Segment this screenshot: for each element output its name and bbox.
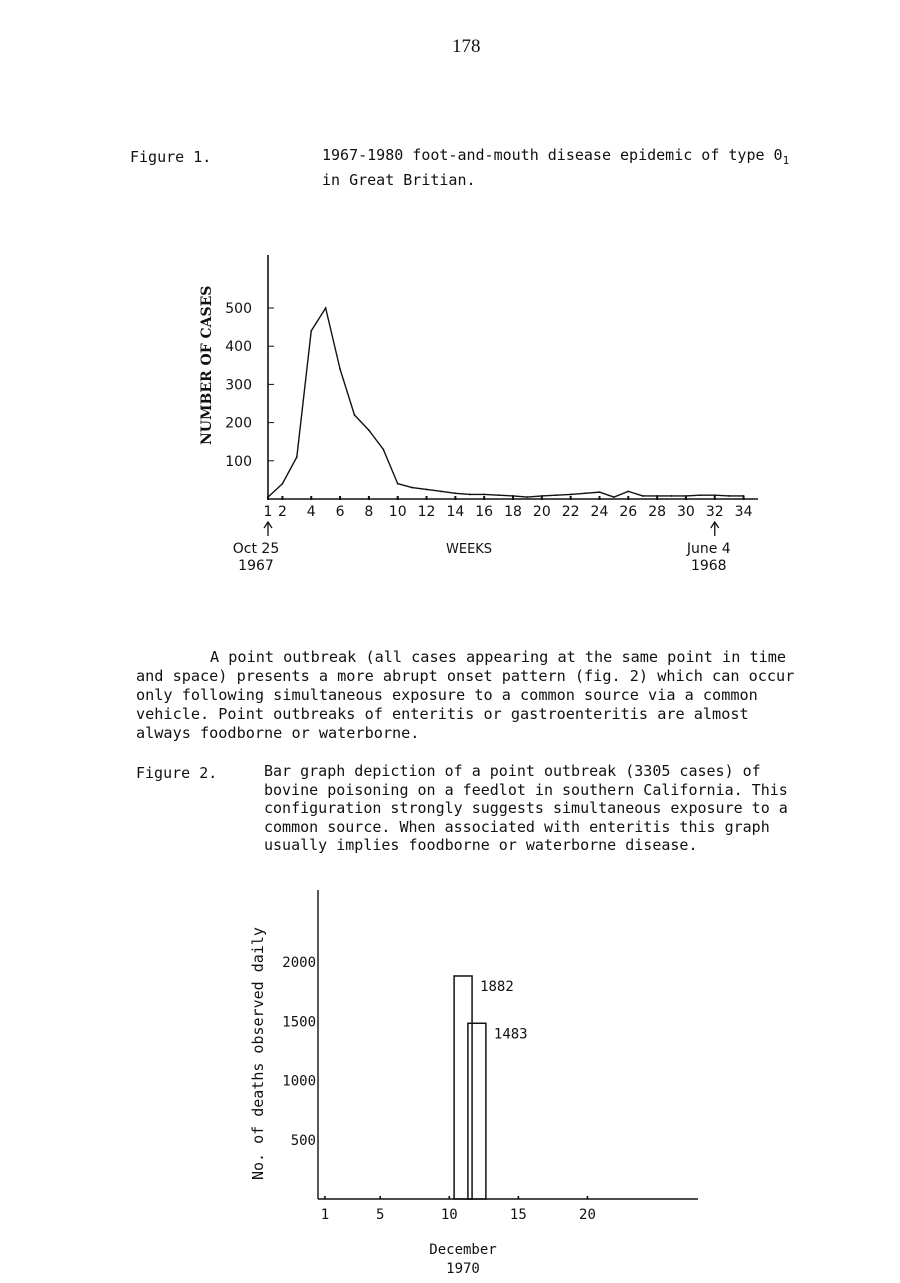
figure2-caption-line: common source. When associated with enteritis this graph xyxy=(264,817,770,836)
chart1-x-tick-label: 18 xyxy=(504,504,522,520)
chart1-data-point xyxy=(685,495,687,497)
figure2-caption-line: configuration strongly suggests simultaneous exposure to a xyxy=(264,799,788,817)
paragraph-line-1: A point outbreak (all cases appearing at the same point in time xyxy=(210,648,787,666)
chart1-x-tick-label: 20 xyxy=(532,504,551,520)
chart1-x-axis-label: WEEKS xyxy=(446,542,493,557)
chart1-data-point xyxy=(642,495,644,497)
chart1-data-point xyxy=(656,495,658,497)
chart1-x-tick-label: 2 xyxy=(277,504,287,520)
chart1-data-point xyxy=(743,495,745,497)
chart1-y-tick-label: 400 xyxy=(225,339,252,356)
chart1-data-point xyxy=(512,495,514,497)
chart2-y-tick-label: 2000 xyxy=(282,955,316,971)
chart2-axes xyxy=(318,890,698,1199)
chart2-y-tick-label: 1000 xyxy=(282,1073,316,1090)
chart1-axes xyxy=(268,255,758,499)
figure2-caption xyxy=(264,762,788,855)
figure2-caption-line: usually implies foodborne or waterborne disease. xyxy=(264,836,698,854)
chart1-data-point xyxy=(570,494,572,496)
chart2-bar xyxy=(468,1023,486,1199)
chart2-x-axis-label-line1: December xyxy=(429,1242,497,1258)
chart2-x-tick-label: 20 xyxy=(579,1207,596,1223)
chart1-data-point xyxy=(310,330,312,332)
chart1-data-point xyxy=(671,495,673,497)
chart1-data-point xyxy=(267,496,269,498)
chart1-x-tick-label: 12 xyxy=(417,504,436,520)
figure1-line-chart xyxy=(0,0,900,620)
chart1-x-tick-label: 24 xyxy=(590,504,609,520)
chart2-x-tick-label: 1 xyxy=(320,1207,330,1223)
chart2-x-tick-label: 15 xyxy=(509,1207,527,1223)
chart1-data-point xyxy=(613,496,615,498)
chart2-x-tick-label: 10 xyxy=(440,1207,458,1223)
chart2-bar xyxy=(454,976,472,1199)
chart2-y-tick-label: 500 xyxy=(290,1132,316,1149)
paragraph-line-2: and space) presents a more abrupt onset pattern (fig. 2) which can occur xyxy=(136,667,795,685)
chart1-annotation-date: June 4 xyxy=(686,541,731,557)
chart2-x-ticks xyxy=(321,1196,596,1223)
chart1-x-tick-label: 26 xyxy=(619,504,638,520)
chart1-y-ticks xyxy=(225,301,274,470)
chart1-data-point xyxy=(325,307,327,309)
chart2-x-axis-label-line2: 1970 xyxy=(446,1261,480,1277)
chart1-data-point xyxy=(541,495,543,497)
chart2-y-axis-label: No. of deaths observed daily xyxy=(249,927,267,1180)
chart1-data-point xyxy=(498,494,500,496)
chart1-data-point xyxy=(296,456,298,458)
figure1-caption-line2: in Great Britian. xyxy=(322,170,476,189)
figure2-bar-chart xyxy=(0,870,900,1283)
chart1-x-tick-label: 34 xyxy=(734,504,753,520)
chart1-y-axis-label: NUMBER OF CASES xyxy=(199,285,215,445)
chart1-data-point xyxy=(714,494,716,496)
chart1-data-point xyxy=(382,448,384,450)
chart1-annotation-year: 1968 xyxy=(690,558,727,574)
body-paragraph xyxy=(136,648,846,743)
chart1-annotation-date: Oct 25 xyxy=(232,541,280,557)
chart2-data-label: 1483 xyxy=(493,1026,528,1043)
chart1-data-point xyxy=(411,487,413,489)
chart1-data-point xyxy=(627,490,629,492)
chart1-x-tick-label: 28 xyxy=(648,504,667,520)
chart1-x-tick-label: 30 xyxy=(677,504,695,520)
chart2-data-label: 1882 xyxy=(480,978,514,995)
figure1-caption-line1: 1967-1980 foot-and-mouth disease epidemic of type 0 xyxy=(322,146,783,164)
chart1-data-point xyxy=(397,483,399,485)
figure1-caption-subscript: 1 xyxy=(782,154,790,167)
chart2-y-ticks xyxy=(282,955,316,1149)
chart1-y-tick-label: 500 xyxy=(225,301,252,317)
paragraph-line-3: only following simultaneous exposure to a common source via a common xyxy=(136,686,758,704)
chart2-bars xyxy=(454,976,528,1199)
chart1-x-tick-label: 10 xyxy=(388,504,407,520)
figure1-label: Figure 1. xyxy=(130,148,212,166)
figure2-caption-line: bovine poisoning on a feedlot in southern California. This xyxy=(264,780,788,799)
chart1-series xyxy=(267,307,744,498)
chart1-data-point xyxy=(339,368,341,370)
chart1-data-point xyxy=(584,492,586,494)
figure2-label: Figure 2. xyxy=(136,764,218,782)
chart1-data-point xyxy=(282,483,284,485)
chart1-data-point xyxy=(440,490,442,492)
chart1-data-point xyxy=(728,495,730,497)
chart1-data-point xyxy=(699,494,701,496)
chart1-y-tick-label: 100 xyxy=(225,453,252,470)
chart1-data-point xyxy=(527,496,529,498)
chart1-data-point xyxy=(426,489,428,491)
chart1-annotation-year: 1967 xyxy=(238,558,274,574)
page-number: 178 xyxy=(452,36,481,57)
chart1-data-point xyxy=(483,494,485,496)
chart1-x-tick-label: 4 xyxy=(306,504,316,520)
chart1-x-tick-label: 22 xyxy=(561,504,580,520)
chart1-x-tick-label: 1 xyxy=(263,504,273,520)
chart1-x-tick-label: 14 xyxy=(446,504,465,520)
chart2-x-tick-label: 5 xyxy=(375,1207,385,1223)
chart1-x-tick-label: 32 xyxy=(705,504,724,520)
chart1-y-tick-label: 300 xyxy=(225,377,252,394)
chart1-x-tick-label: 16 xyxy=(475,504,494,520)
chart1-y-tick-label: 200 xyxy=(225,415,252,432)
figure2-caption-line: Bar graph depiction of a point outbreak (3305 cases) of xyxy=(264,762,761,780)
chart1-data-point xyxy=(368,429,370,431)
chart1-data-point xyxy=(354,414,356,416)
chart1-x-tick-label: 8 xyxy=(364,504,374,520)
paragraph-line-5: always foodborne or waterborne. xyxy=(136,724,420,742)
chart1-data-point xyxy=(469,494,471,496)
chart2-y-tick-label: 1500 xyxy=(282,1014,316,1031)
paragraph-line-4: vehicle. Point outbreaks of enteritis or gastroenteritis are almost xyxy=(136,705,749,723)
chart1-data-point xyxy=(454,492,456,494)
chart1-series-line xyxy=(268,308,744,497)
chart1-x-tick-label: 6 xyxy=(335,504,345,520)
chart1-data-point xyxy=(555,494,557,496)
chart1-data-point xyxy=(599,491,601,493)
